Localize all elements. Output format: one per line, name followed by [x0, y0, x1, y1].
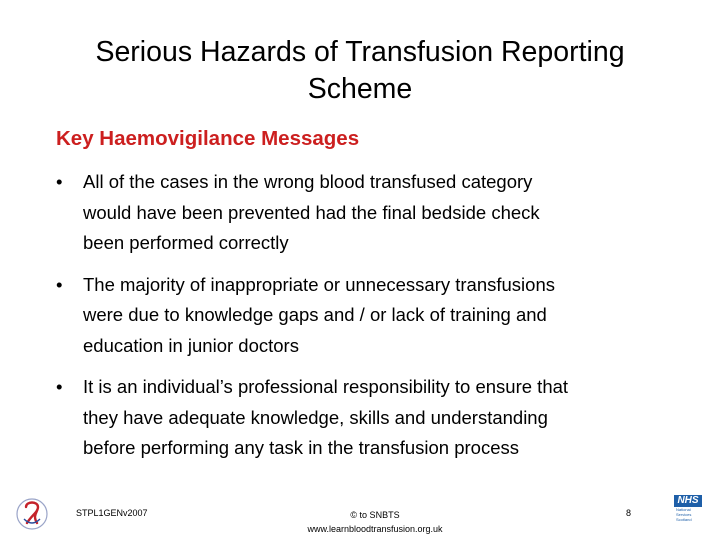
- bullet-item: [56, 167, 686, 259]
- bullet-marker: •: [56, 376, 63, 397]
- bullet-line: were due to knowledge gaps and / or lack of training and: [83, 304, 547, 325]
- nhs-text: [676, 507, 704, 522]
- bullet-item: [56, 372, 686, 464]
- bullet-list: [56, 167, 686, 475]
- slide-title: [20, 34, 700, 108]
- page-number: 8: [626, 508, 632, 518]
- nhs-logo: [672, 495, 704, 531]
- bullet-line: before performing any task in the transfusion process: [83, 437, 520, 458]
- bullet-item: [56, 270, 686, 362]
- footer-center: [260, 508, 490, 536]
- bullet-line: It is an individual’s professional responsibility to ensure that: [83, 376, 569, 397]
- bullet-line: would have been prevented had the final bedside check: [83, 201, 540, 223]
- bullet-marker: •: [56, 273, 63, 295]
- nhs-badge: NHS: [674, 495, 702, 507]
- bullet-line: The majority of inappropriate or unnecessary transfusions: [83, 273, 555, 295]
- footer-copyright: © to SNBTS: [350, 510, 400, 520]
- footer-code: STPL1GENv2007: [76, 508, 148, 518]
- bullet-line: been performed correctly: [83, 232, 289, 253]
- nhs-text-line: National: [676, 507, 691, 512]
- bullet-line: education in junior doctors: [83, 334, 299, 356]
- footer-url[interactable]: www.learnbloodtransfusion.org.uk: [307, 524, 443, 534]
- nhs-text-line: Services: [676, 512, 692, 517]
- title-line-2: Scheme: [307, 73, 413, 105]
- title-line-1: Serious Hazards of Transfusion Reporting: [95, 36, 625, 68]
- snbts-logo-icon: [15, 497, 49, 531]
- nhs-text-line: Scotland: [676, 517, 692, 522]
- slide-subtitle: Key Haemovigilance Messages: [56, 127, 360, 150]
- bullet-marker: •: [56, 171, 63, 192]
- bullet-line: All of the cases in the wrong blood transfused category: [83, 171, 533, 192]
- bullet-line: they have adequate knowledge, skills and understanding: [83, 406, 548, 428]
